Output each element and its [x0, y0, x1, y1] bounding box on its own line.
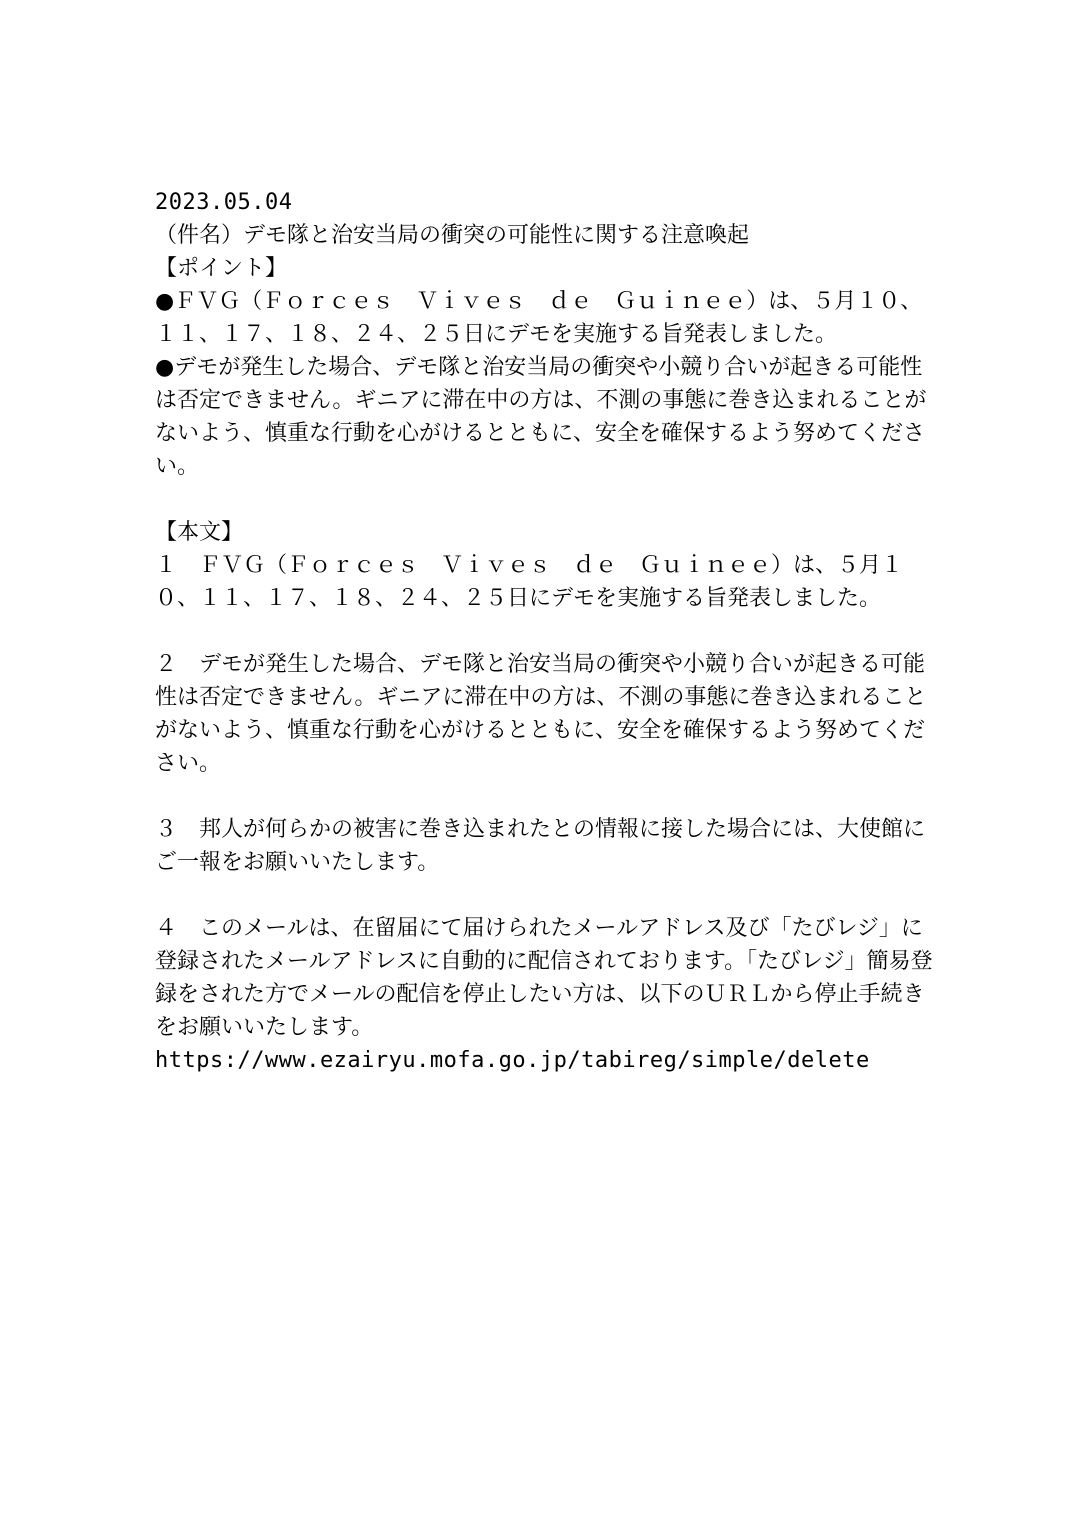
date-line: 2023.05.04 [155, 190, 293, 215]
body-paragraph-1: １ ＦＶＧ（Ｆｏｒｃｅｓ Ｖｉｖｅｓ ｄｅ Ｇｕｉｎｅｅ）は、５月１０、１１、１７、１８、２４、２５日にデモを実施する旨発表しました。 [155, 553, 904, 611]
point-item-2: ●デモが発生した場合、デモ隊と治安当局の衝突や小競り合いが起きる可能性は否定できません。ギニアに滞在中の方は、不測の事態に巻き込まれることがないよう、慎重な行動を心がけるとともに、安全を確保するよう努めてください。 [155, 355, 927, 479]
body-header: 【本文】 [155, 520, 244, 545]
body-section-3 [155, 813, 940, 879]
body-paragraph-3: ３ 邦人が何らかの被害に巻き込まれたとの情報に接した場合には、大使館にご一報をお願いいたします。 [155, 817, 926, 875]
body-section-2 [155, 648, 940, 780]
points-section [155, 252, 940, 483]
body-paragraph-4: ４ このメールは、在留届にて届けられたメールアドレス及び「たびレジ」に登録されたメールアドレスに自動的に配信されております。「たびレジ」簡易登録をされた方でメールの配信を停止したい方は、以下のＵＲＬから停止手続きをお願いいたします。 [155, 916, 933, 1040]
body-section-1 [155, 516, 940, 615]
points-header: 【ポイント】 [155, 256, 288, 281]
body-paragraph-2: ２ デモが発生した場合、デモ隊と治安当局の衝突や小競り合いが起きる可能性は否定できません。ギニアに滞在中の方は、不測の事態に巻き込まれることがないよう、慎重な行動を心がけるとともに、安全を確保するよう努めてください。 [155, 652, 927, 776]
unsubscribe-url-link[interactable]: https://www.ezairyu.mofa.go.jp/tabireg/simple/delete [155, 1048, 870, 1073]
body-section-4 [155, 912, 940, 1077]
point-item-1: ●ＦＶＧ（Ｆｏｒｃｅｓ Ｖｉｖｅｓ ｄｅ Ｇｕｉｎｅｅ）は、５月１０、１１、１７、１８、２４、２５日にデモを実施する旨発表しました。 [155, 289, 923, 347]
subject-line: （件名）デモ隊と治安当局の衝突の可能性に関する注意喚起 [155, 223, 750, 248]
